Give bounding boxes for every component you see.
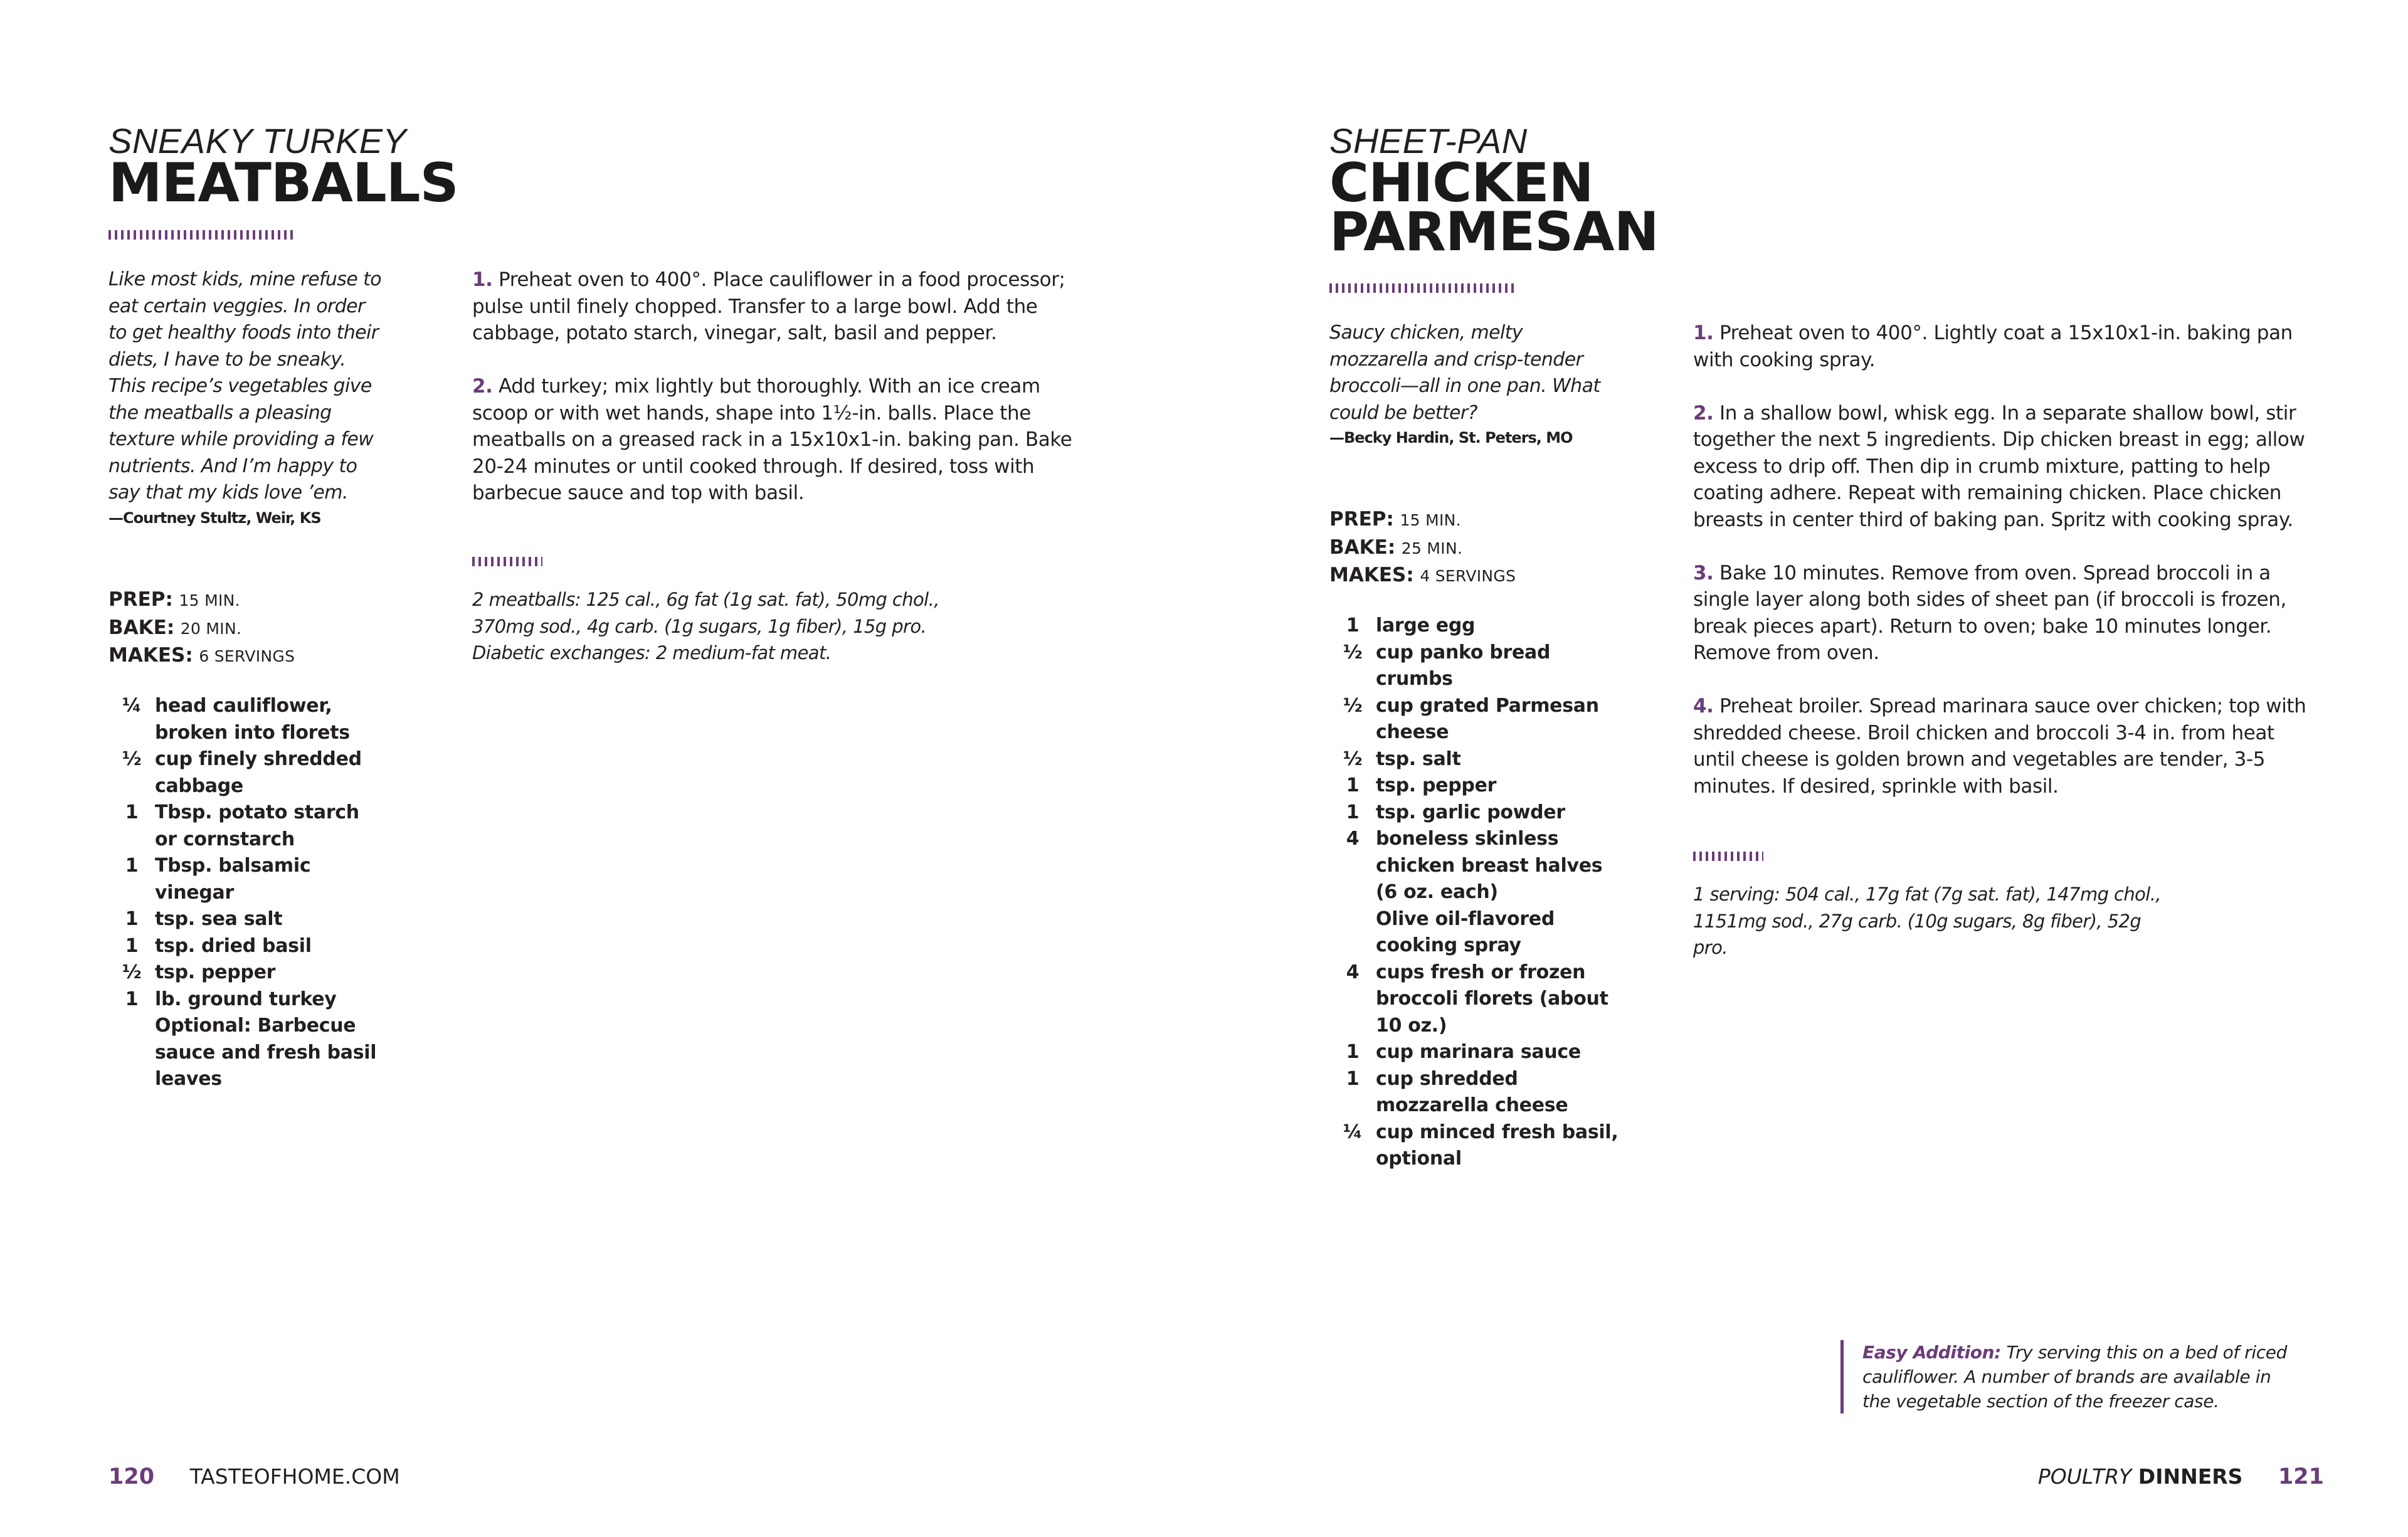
ingredient-quantity: 1: [1346, 615, 1360, 636]
servings: MAKES: 6 SERVINGS: [108, 644, 295, 667]
direction-step: 3. Bake 10 minutes. Remove from oven. Spread broccoli in a single layer along both sides of sheet pan (if broccoli is frozen, break pieces apart). Return to oven; bake 10 minutes longer. Remove from oven.: [1693, 561, 2287, 664]
site-name: TASTEOFHOME.COM: [189, 1464, 400, 1489]
ingredient-quantity: ½: [122, 961, 142, 983]
ingredient-quantity: 1: [125, 801, 139, 823]
ingredient-text: boneless skinless chicken breast halves (6 oz. each): [1376, 828, 1603, 903]
recipe-title-line1: CHICKEN: [1329, 152, 1593, 214]
ingredient-text: cup marinara sauce: [1376, 1041, 1581, 1063]
tick-divider: [108, 230, 297, 240]
ingredient-quantity: 1: [1346, 801, 1360, 823]
recipe-intro: Like most kids, mine refuse to eat certain veggies. In order to get healthy foods into their diets, I have to be sneaky. This recipe’s vegetables give the meatballs a pleasing texture while providing a few nutrients. And I’m happy to say that my kids love ’em.: [108, 268, 382, 504]
ingredient-quantity: 1: [1346, 1041, 1360, 1063]
ingredient-quantity: 1: [125, 934, 139, 957]
ingredient-quantity: 1: [1346, 774, 1360, 796]
ingredient-item: [108, 933, 384, 960]
recipe-title: MEATBALLS: [108, 152, 458, 214]
ingredient-text: tsp. salt: [1376, 747, 1461, 770]
prep-time: PREP: 15 MIN.: [1329, 508, 1461, 531]
ingredient-item: [1329, 1039, 1624, 1066]
ingredient-text: cup panko bread crumbs: [1376, 641, 1551, 690]
section-name-bold: DINNERS: [2138, 1464, 2243, 1489]
ingredient-item: [1329, 773, 1624, 800]
recipe-intro: Saucy chicken, melty mozzarella and crisp-tender broccoli—all in one pan. What could be better?: [1329, 322, 1600, 424]
tick-divider: [1693, 852, 1763, 861]
section-name: POULTRY: [2037, 1464, 2132, 1489]
servings: MAKES: 4 SERVINGS: [1329, 564, 1516, 586]
ingredient-quantity: 1: [125, 988, 139, 1010]
bake-time: BAKE: 25 MIN.: [1329, 536, 1463, 559]
page-footer-right: [2038, 1464, 2324, 1489]
ingredient-item: [108, 853, 384, 906]
easy-addition-text: Try serving this on a bed of riced cauliflower. A number of brands are available in the vegetable section of the freezer case.: [1862, 1342, 2287, 1412]
recipe-attribution: —Courtney Stultz, Weir, KS: [108, 509, 321, 527]
ingredient-quantity: ½: [122, 748, 142, 770]
direction-step: 2. In a shallow bowl, whisk egg. In a separate shallow bowl, stir together the next 5 ingredients. Dip chicken breast in egg; allow excess to drip off. Then dip in crumb mixture, patting to help coating adhere. Repeat with remaining chicken. Place chicken breasts in center third of baking pan. Spritz with cooking spray.: [1693, 401, 2305, 531]
nutrition-facts: 2 meatballs: 125 cal., 6g fat (1g sat. fat), 50mg chol., 370mg sod., 4g carb. (1g sugars, 1g fiber), 15g pro. Diabetic exchanges: 2 medium-fat meat.: [472, 589, 939, 663]
ingredient-quantity: [1329, 906, 1376, 959]
ingredient-quantity: 1: [125, 855, 139, 877]
recipe-attribution: —Becky Hardin, St. Peters, MO: [1329, 429, 1573, 446]
directions: [472, 267, 1074, 533]
nutrition-facts: 1 serving: 504 cal., 17g fat (7g sat. fat), 147mg chol., 1151mg sod., 27g carb. (10g sugars, 8g fiber), 52g pro.: [1693, 884, 2162, 958]
ingredient-quantity: 1: [1346, 1067, 1360, 1090]
ingredient-quantity: 4: [1346, 961, 1360, 983]
ingredient-text: tsp. dried basil: [155, 934, 312, 957]
ingredient-text: tsp. pepper: [155, 961, 276, 983]
ingredient-item: [108, 746, 384, 800]
tick-divider: [472, 557, 542, 566]
ingredient-item: [1329, 613, 1624, 640]
direction-step: 2. Add turkey; mix lightly but thoroughly. With an ice cream scoop or with wet hands, shape into 1½-in. balls. Place the meatballs on a greased rack in a 15x10x1-in. baking pan. Bake 20-24 minutes or until cooked through. If desired, toss with barbecue sauce and top with basil.: [472, 375, 1072, 504]
ingredient-quantity: ½: [1343, 641, 1363, 663]
ingredient-quantity: ½: [1343, 747, 1363, 770]
tick-divider: [1329, 283, 1518, 293]
prep-time: PREP: 15 MIN.: [108, 588, 240, 611]
ingredient-item: [108, 959, 384, 986]
ingredient-text: cups fresh or frozen broccoli florets (about 10 oz.): [1376, 961, 1608, 1037]
recipe-intro-block: [108, 267, 384, 529]
ingredient-text: Optional: Barbecue sauce and fresh basil leaves: [155, 1015, 377, 1090]
recipe-kicker: SNEAKY TURKEY: [108, 121, 407, 161]
ingredient-text: tsp. sea salt: [155, 908, 283, 930]
ingredient-item: [108, 1013, 384, 1093]
ingredient-text: Olive oil-flavored cooking spray: [1376, 907, 1555, 956]
ingredient-item: [108, 800, 384, 853]
ingredient-item: [1329, 906, 1624, 959]
ingredient-text: cup grated Parmesan cheese: [1376, 694, 1599, 743]
recipe-meta: [108, 586, 295, 670]
ingredient-text: cup minced fresh basil, optional: [1376, 1121, 1619, 1170]
ingredient-item: [1329, 826, 1624, 906]
recipe-intro-block: [1329, 320, 1605, 449]
direction-step: 1. Preheat oven to 400°. Lightly coat a 15x10x1-in. baking pan with cooking spray.: [1693, 322, 2293, 371]
page-number: 121: [2278, 1464, 2324, 1489]
recipe-title-line2: PARMESAN: [1329, 201, 1659, 263]
direction-step: 1. Preheat oven to 400°. Place cauliflower in a food processor; pulse until finely chopped. Transfer to a large bowl. Add the cabbage, potato starch, vinegar, salt, basil and pepper.: [472, 268, 1065, 344]
recipe-kicker: SHEET-PAN: [1329, 121, 1528, 161]
ingredient-quantity: ¼: [122, 695, 142, 717]
ingredient-list: [108, 693, 384, 1093]
recipe-meta: [1329, 506, 1516, 590]
ingredient-item: [1329, 959, 1624, 1040]
ingredient-text: large egg: [1376, 615, 1476, 636]
easy-addition-note: [1840, 1340, 2301, 1413]
ingredient-quantity: [108, 1013, 155, 1093]
ingredient-item: [108, 693, 384, 746]
ingredient-text: Tbsp. balsamic vinegar: [155, 855, 311, 904]
ingredient-item: [1329, 1119, 1624, 1173]
ingredient-text: tsp. pepper: [1376, 774, 1497, 796]
ingredient-item: [1329, 640, 1624, 693]
bake-time: BAKE: 20 MIN.: [108, 616, 242, 639]
page-footer-left: [108, 1464, 400, 1489]
easy-addition-label: Easy Addition:: [1862, 1342, 2001, 1363]
ingredient-text: lb. ground turkey: [155, 988, 337, 1010]
ingredient-text: cup shredded mozzarella cheese: [1376, 1067, 1568, 1116]
directions: [1693, 320, 2308, 827]
ingredient-text: cup finely shredded cabbage: [155, 748, 362, 797]
ingredient-quantity: 4: [1346, 828, 1360, 850]
ingredient-text: Tbsp. potato starch or cornstarch: [155, 801, 359, 850]
ingredient-item: [108, 986, 384, 1013]
page-number: 120: [108, 1464, 155, 1489]
ingredient-quantity: ¼: [1343, 1121, 1363, 1143]
ingredient-text: tsp. garlic powder: [1376, 801, 1565, 823]
ingredient-list: [1329, 613, 1624, 1173]
ingredient-item: [1329, 1066, 1624, 1119]
ingredient-item: [108, 906, 384, 933]
direction-step: 4. Preheat broiler. Spread marinara sauce over chicken; top with shredded cheese. Broil chicken and broccoli 3-4 in. from heat until cheese is golden brown and vegetables are tender, 3-5 minutes. If desired, sprinkle with basil.: [1693, 695, 2306, 798]
ingredient-quantity: 1: [125, 908, 139, 930]
ingredient-item: [1329, 800, 1624, 827]
ingredient-quantity: ½: [1343, 694, 1363, 717]
ingredient-item: [1329, 693, 1624, 746]
ingredient-text: head cauliflower, broken into florets: [155, 695, 350, 744]
ingredient-item: [1329, 746, 1624, 773]
